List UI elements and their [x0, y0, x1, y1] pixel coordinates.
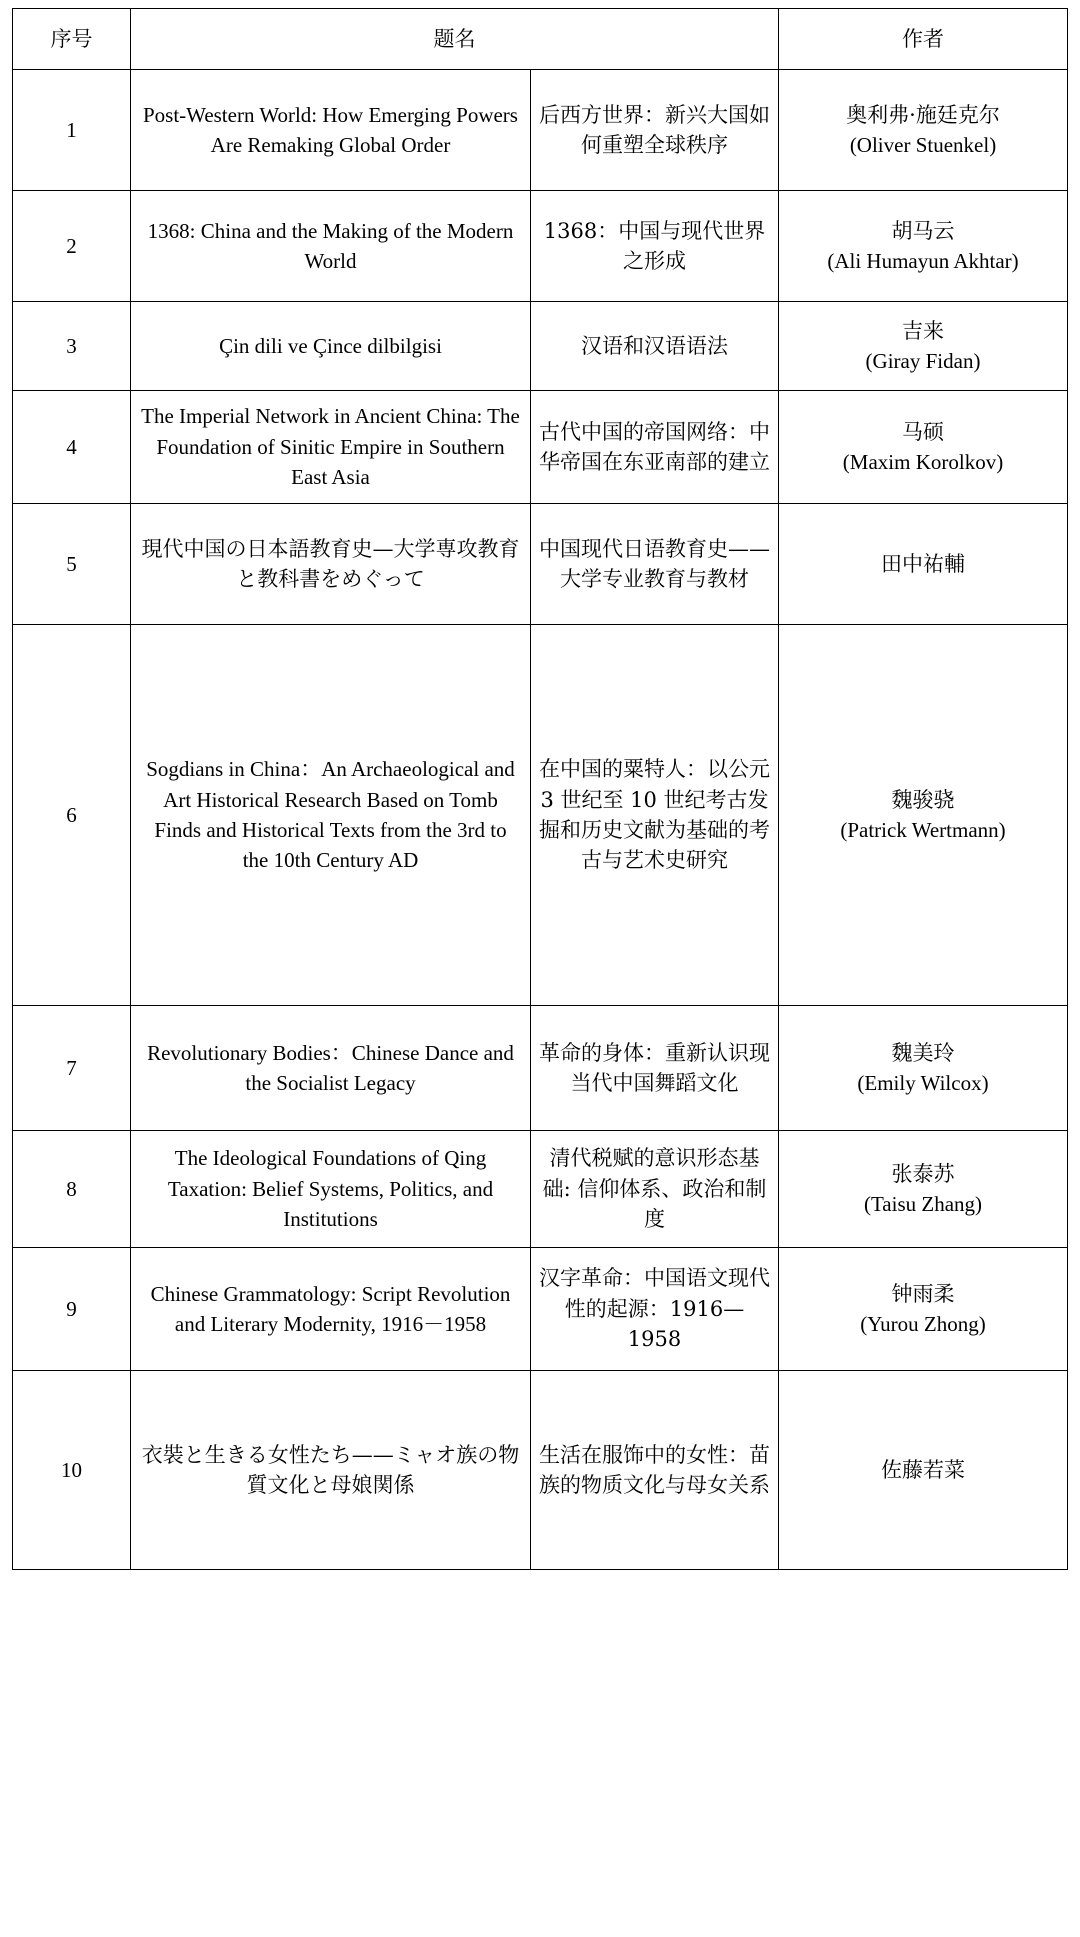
- title-original: Post-Western World: How Emerging Powers Are Remaking Global Order: [131, 70, 531, 191]
- title-chinese: 汉字革命：中国语文现代性的起源：1916—1958: [531, 1248, 779, 1371]
- book-list-table: [12, 8, 1068, 1570]
- author-name-chinese: 田中祐輔: [881, 551, 965, 576]
- author-cell: [779, 1131, 1068, 1248]
- author-name-latin: (Ali Humayun Akhtar): [827, 249, 1019, 273]
- row-number: 5: [13, 504, 131, 625]
- title-chinese: 清代税赋的意识形态基础: 信仰体系、政治和制度: [531, 1131, 779, 1248]
- table-header: [13, 9, 1068, 70]
- table-row: [13, 70, 1068, 191]
- author-name-chinese: 魏美玲: [891, 1040, 955, 1065]
- title-original: Revolutionary Bodies：Chinese Dance and the Socialist Legacy: [131, 1006, 531, 1131]
- author-cell: [779, 1006, 1068, 1131]
- author-name-latin: (Emily Wilcox): [857, 1071, 989, 1095]
- row-number: 1: [13, 70, 131, 191]
- author-cell: [779, 1248, 1068, 1371]
- table-row: [13, 1131, 1068, 1248]
- table-row: [13, 1248, 1068, 1371]
- author-name-chinese: 吉来: [902, 318, 944, 343]
- title-chinese: 革命的身体：重新认识现当代中国舞蹈文化: [531, 1006, 779, 1131]
- row-number: 2: [13, 191, 131, 302]
- title-chinese: 在中国的粟特人：以公元 3 世纪至 10 世纪考古发掘和历史文献为基础的考古与艺术史研究: [531, 625, 779, 1006]
- table-row: [13, 1006, 1068, 1131]
- author-name-chinese: 钟雨柔: [891, 1281, 955, 1306]
- author-name-latin: (Oliver Stuenkel): [849, 133, 997, 157]
- author-name-chinese: 张泰苏: [891, 1161, 955, 1186]
- table-header-row: [13, 9, 1068, 70]
- column-header-title: 题名: [131, 9, 779, 70]
- author-cell: [779, 504, 1068, 625]
- title-original: 1368: China and the Making of the Modern World: [131, 191, 531, 302]
- title-original: 現代中国の日本語教育史—大学専攻教育と教科書をめぐって: [131, 504, 531, 625]
- table-row: [13, 1371, 1068, 1570]
- row-number: 6: [13, 625, 131, 1006]
- title-original: Sogdians in China：An Archaeological and Art Historical Research Based on Tomb Finds and Historical Texts from the 3rd to the 10th Century AD: [131, 625, 531, 1006]
- title-original: The Imperial Network in Ancient China: The Foundation of Sinitic Empire in Southern East Asia: [131, 391, 531, 504]
- author-name-latin: (Taisu Zhang): [863, 1192, 983, 1216]
- title-chinese: 生活在服饰中的女性：苗族的物质文化与母女关系: [531, 1371, 779, 1570]
- table-row: [13, 391, 1068, 504]
- author-cell: [779, 625, 1068, 1006]
- author-name-chinese: 马硕: [902, 419, 944, 444]
- title-original: 衣裝と生きる女性たち——ミャオ族の物質文化と母娘関係: [131, 1371, 531, 1570]
- title-chinese: 古代中国的帝国网络：中华帝国在东亚南部的建立: [531, 391, 779, 504]
- table-row: [13, 191, 1068, 302]
- title-chinese: 1368：中国与现代世界之形成: [531, 191, 779, 302]
- author-name-latin: (Maxim Korolkov): [842, 450, 1004, 474]
- row-number: 8: [13, 1131, 131, 1248]
- author-name-chinese: 奥利弗·施廷克尔: [846, 102, 1000, 127]
- row-number: 10: [13, 1371, 131, 1570]
- author-cell: [779, 191, 1068, 302]
- title-original: Çin dili ve Çince dilbilgisi: [131, 302, 531, 391]
- title-original: The Ideological Foundations of Qing Taxation: Belief Systems, Politics, and Institutions: [131, 1131, 531, 1248]
- row-number: 3: [13, 302, 131, 391]
- table-body: [13, 70, 1068, 1570]
- title-original: Chinese Grammatology: Script Revolution and Literary Modernity, 1916－1958: [131, 1248, 531, 1371]
- author-name-chinese: 魏骏骁: [891, 787, 955, 812]
- author-cell: [779, 70, 1068, 191]
- author-cell: [779, 391, 1068, 504]
- row-number: 4: [13, 391, 131, 504]
- author-name-latin: (Yurou Zhong): [860, 1312, 986, 1336]
- author-cell: [779, 302, 1068, 391]
- table-row: [13, 302, 1068, 391]
- column-header-no: 序号: [13, 9, 131, 70]
- author-name-latin: (Patrick Wertmann): [840, 818, 1006, 842]
- title-chinese: 后西方世界：新兴大国如何重塑全球秩序: [531, 70, 779, 191]
- title-chinese: 汉语和汉语语法: [531, 302, 779, 391]
- author-name-chinese: 佐藤若菜: [881, 1457, 965, 1482]
- author-name-latin: (Giray Fidan): [865, 349, 981, 373]
- table-row: [13, 504, 1068, 625]
- author-name-chinese: 胡马云: [891, 218, 955, 243]
- column-header-author: 作者: [779, 9, 1068, 70]
- author-cell: [779, 1371, 1068, 1570]
- row-number: 9: [13, 1248, 131, 1371]
- row-number: 7: [13, 1006, 131, 1131]
- table-row: [13, 625, 1068, 1006]
- title-chinese: 中国现代日语教育史——大学专业教育与教材: [531, 504, 779, 625]
